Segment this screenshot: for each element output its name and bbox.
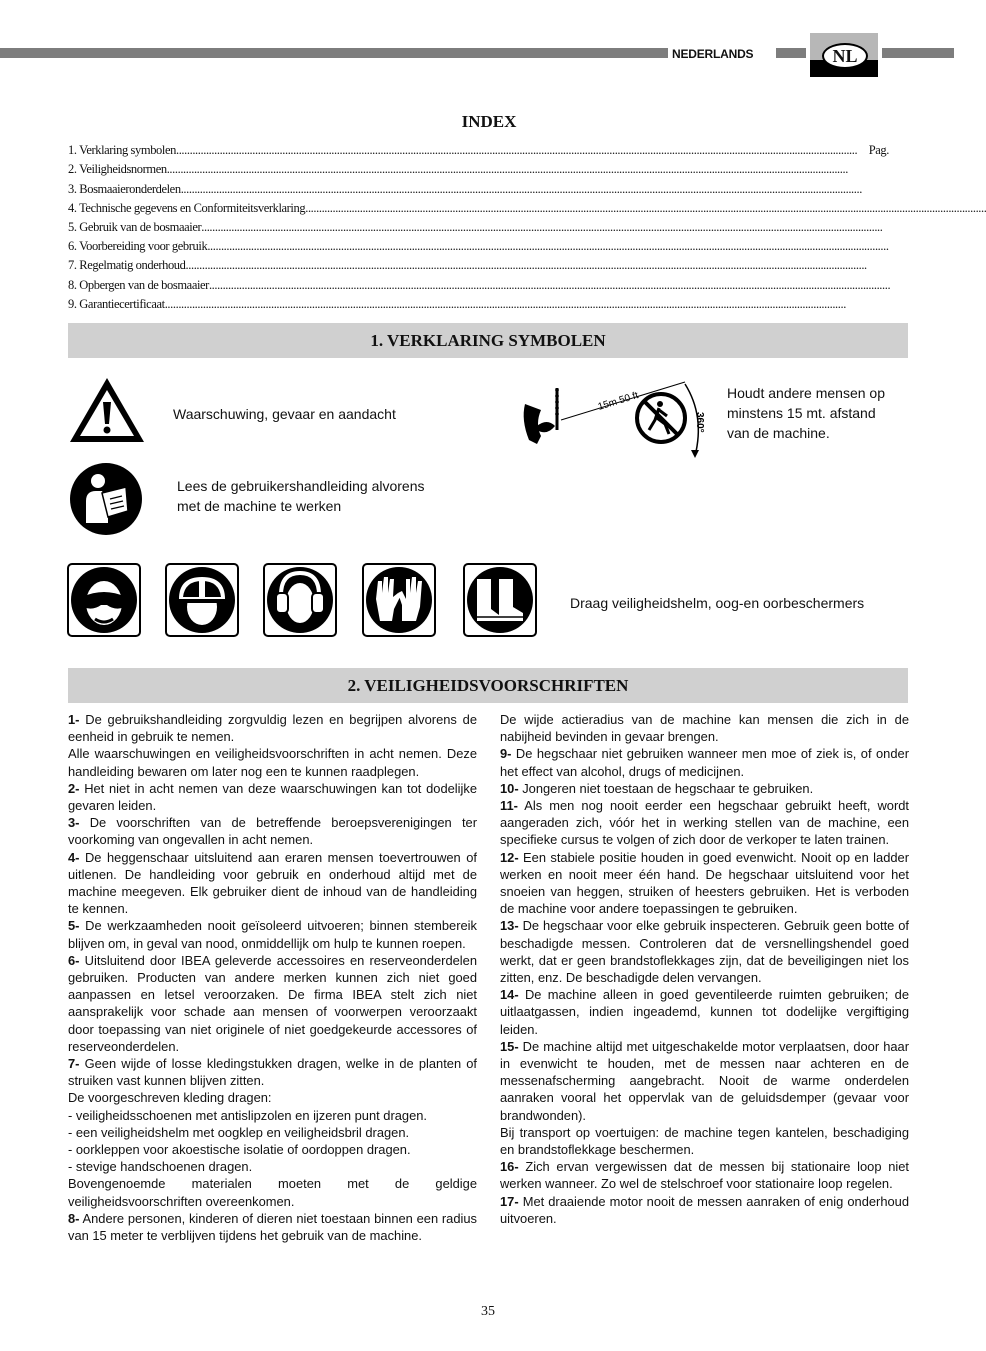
rule-paragraph: - een veiligheidshelm met oogklep en veiligheidsbril dragen. [68, 1124, 410, 1140]
section-2-title: 2. VEILIGHEIDSVOORSCHRIFTEN [68, 668, 908, 703]
rule-paragraph: 14- De machine alleen in goed geventileerde ruimten gebruiken; de uitlaatgassen, indien ingeademd, kunnen tot dodelijke vergiftiging leiden. [500, 987, 909, 1037]
language-badge-label: NL [822, 43, 868, 69]
rule-paragraph: 9- De hegschaar niet gebruiken wanneer men moe of ziek is, of onder het effect van alcohol, drugs of medicijnen. [500, 746, 909, 779]
index-title: INDEX [461, 112, 517, 131]
index-item: 8. Opbergen van de bosmaaier .......................................................................................................................................................................................................................................................... [68, 277, 891, 292]
rule-paragraph: 2- Het niet in acht nemen van deze waarschuwingen kan tot dodelijke gevaren leiden. [68, 780, 477, 814]
page-number: 35 [481, 1304, 495, 1319]
header-rule-left [0, 48, 668, 58]
rule-paragraph: 8- Andere personen, kinderen of dieren niet toestaan binnen een radius van 15 meter te verblijven tijdens het gebruik van de machine. [68, 1210, 477, 1244]
rule-paragraph: 16- Zich ervan vergewissen dat de messen bij stationaire loop niet werken wanneer. Zo wel de stelschroef voor stationaire loop regelen. [500, 1159, 909, 1192]
rule-paragraph: 7- Geen wijde of losse kledingstukken dragen, welke in de planten of struiken vast kunnen blijven zitten. [68, 1056, 477, 1089]
distance-text-line-1: Houdt andere mensen op [727, 385, 885, 401]
rule-paragraph: 4- De heggenschaar uitsluitend aan eraren mensen toevertrouwen of uitlenen. De handleiding voor gebruik en onderhoud altijd met de machine meegeven. Elk gebruiker dient de inhoud van de handleiding te kennen. [68, 849, 477, 917]
warning-text: Waarschuwing, gevaar en aandacht [173, 406, 396, 422]
angle-label: 360° [694, 412, 705, 433]
rule-paragraph: 1- De gebruikshandleiding zorgvuldig lezen en begrijpen alvorens de eenheid in gebruik te nemen. [68, 712, 477, 745]
rule-paragraph: 13- De hegschaar voor elke gebruik inspecteren. Gebruik geen botte of beschadigde messen. Controleren dat de versnellingshendel goed werkt, dat er geen brandstoflekkages zijn, dat de beveiligingen niet los zitten, enz. De beschadigde delen vervangen. [500, 918, 909, 986]
rule-paragraph: 15- De machine altijd met uitgeschakelde motor verplaatsen, door haar in evenwicht te houden, met de messen naar achteren en de messenafscherming aangebracht. Nooit de warme onderdelen aanraken vooral het oppervlak van de geluidsdemper (gevaar voor brandwonden). [500, 1038, 909, 1123]
ppe-text: Draag veiligheidshelm, oog-en oorbeschermers [570, 595, 865, 611]
language-badge [810, 33, 878, 77]
rules-column-right [500, 711, 909, 1227]
rule-paragraph: Alle waarschuwingen en veiligheidsvoorschriften in acht nemen. Deze handleiding bewaren om later nog een te kunnen raadplegen. [68, 746, 477, 779]
index-item: 5. Gebruik van de bosmaaier .......................................................................................................................................................................................................................................................... [68, 219, 883, 234]
manual-text-line-2: met de machine te werken [177, 498, 342, 514]
keep-distance-icon [519, 374, 709, 460]
index-item: 2. Veiligheidsnormen .......................................................................................................................................................................................................................................................... [68, 162, 848, 177]
distance-text-line-2: minstens 15 mt. afstand [727, 405, 876, 421]
read-manual-icon [68, 461, 144, 537]
section-1-title: 1. VERKLARING SYMBOLEN [68, 323, 908, 358]
rule-paragraph: Bij transport op voertuigen: de machine tegen kantelen, beschadiging en brandstoflekkage beschermen. [500, 1124, 909, 1158]
distance-label: 15m 50 ft [596, 390, 640, 413]
warning-icon [67, 375, 147, 445]
index-item: 9. Garantiecertificaat .......................................................................................................................................................................................................................................................... [68, 296, 846, 311]
header-rule-middle [776, 48, 806, 58]
gloves-icon [362, 563, 436, 637]
index-item: 3. Bosmaaieronderdelen .......................................................................................................................................................................................................................................................... [68, 181, 862, 196]
rule-paragraph: - oorkleppen voor akoestische isolatie of oordoppen dragen. [68, 1142, 411, 1158]
index-item: 1. Verklaring symbolen .......................................................................................................................................................................................................................................................... Pag. [68, 143, 889, 158]
ear-protection-icon [263, 563, 337, 637]
header-rule-right [882, 48, 954, 58]
index-list [68, 139, 986, 312]
index-item: 7. Regelmatig onderhoud .......................................................................................................................................................................................................................................................... [68, 258, 867, 273]
rule-paragraph: - veiligheidsschoenen met antislipzolen en ijzeren punt dragen. [68, 1107, 428, 1123]
rule-paragraph: 17- Met draaiende motor nooit de messen aanraken of enig onderhoud uitvoeren. [500, 1193, 909, 1226]
manual-text [177, 476, 425, 516]
rule-paragraph: De wijde actieradius van de machine kan mensen die zich in de nabijheid bevinden in gevaar brengen. [500, 712, 909, 745]
rules-column-left [68, 711, 477, 1244]
rule-paragraph: - stevige handschoenen dragen. [68, 1159, 253, 1175]
distance-text-line-3: van de machine. [727, 425, 830, 441]
distance-text [727, 383, 885, 443]
rule-paragraph: 6- Uitsluitend door IBEA geleverde accessoires en reserveonderdelen gebruiken. Producten van andere merken kunnen zich niet goed aanpassen en letsel veroorzaken. De firma IBEA stelt zich niet aansprakelijk voor schade aan mensen of voorwerpen veroorzaakt door toepassing van niet originele of niet goedgekeurde accessores of reserveonderdelen. [68, 952, 477, 1054]
index-item: 6. Voorbereiding voor gebruik .......................................................................................................................................................................................................................................................... [68, 239, 889, 254]
rule-paragraph: 5- De werkzaamheden nooit geïsoleerd uitvoeren; binnen stembereik blijven om, in geval van nood, onmiddellijk om hulp te kunnen roepen. [68, 918, 477, 951]
index-item: 4. Technische gegevens en Conformiteitsverklaring .......................................................................................................................................................................................................................................................... [68, 200, 986, 215]
manual-text-line-1: Lees de gebruikershandleiding alvorens [177, 478, 425, 494]
rule-paragraph: 3- De voorschriften van de betreffende beroepsverenigingen ter voorkoming van ongevallen in acht nemen. [68, 815, 477, 848]
rule-paragraph: Bovengenoemde materialen moeten met de geldige veiligheidsvoorschriften overeenkomen. [68, 1176, 477, 1209]
rule-paragraph: De voorgeschreven kleding dragen: [68, 1090, 272, 1106]
rule-paragraph: 12- Een stabiele positie houden in goed evenwicht. Nooit op en ladder werken en nooit meer één hand. De hegschaar uitsluitend voor het snoeien van heggen, struiken of heesters gebruiken. Het is verboden de machine voor andere toepassingen te gebruiken. [500, 849, 909, 917]
boots-icon [463, 563, 537, 637]
rule-paragraph: 10- Jongeren niet toestaan de hegschaar te gebruiken. [500, 780, 814, 796]
goggles-icon [67, 563, 141, 637]
rule-paragraph: 11- Als men nog nooit eerder een hegschaar gebruikt heeft, wordt aangeraden zich, vóór het in werking stellen van de machine, een specifieke cursus te volgen of zich door de verkoper te laten trainen. [500, 798, 909, 848]
helmet-icon [165, 563, 239, 637]
header-language: NEDERLANDS [672, 47, 754, 61]
